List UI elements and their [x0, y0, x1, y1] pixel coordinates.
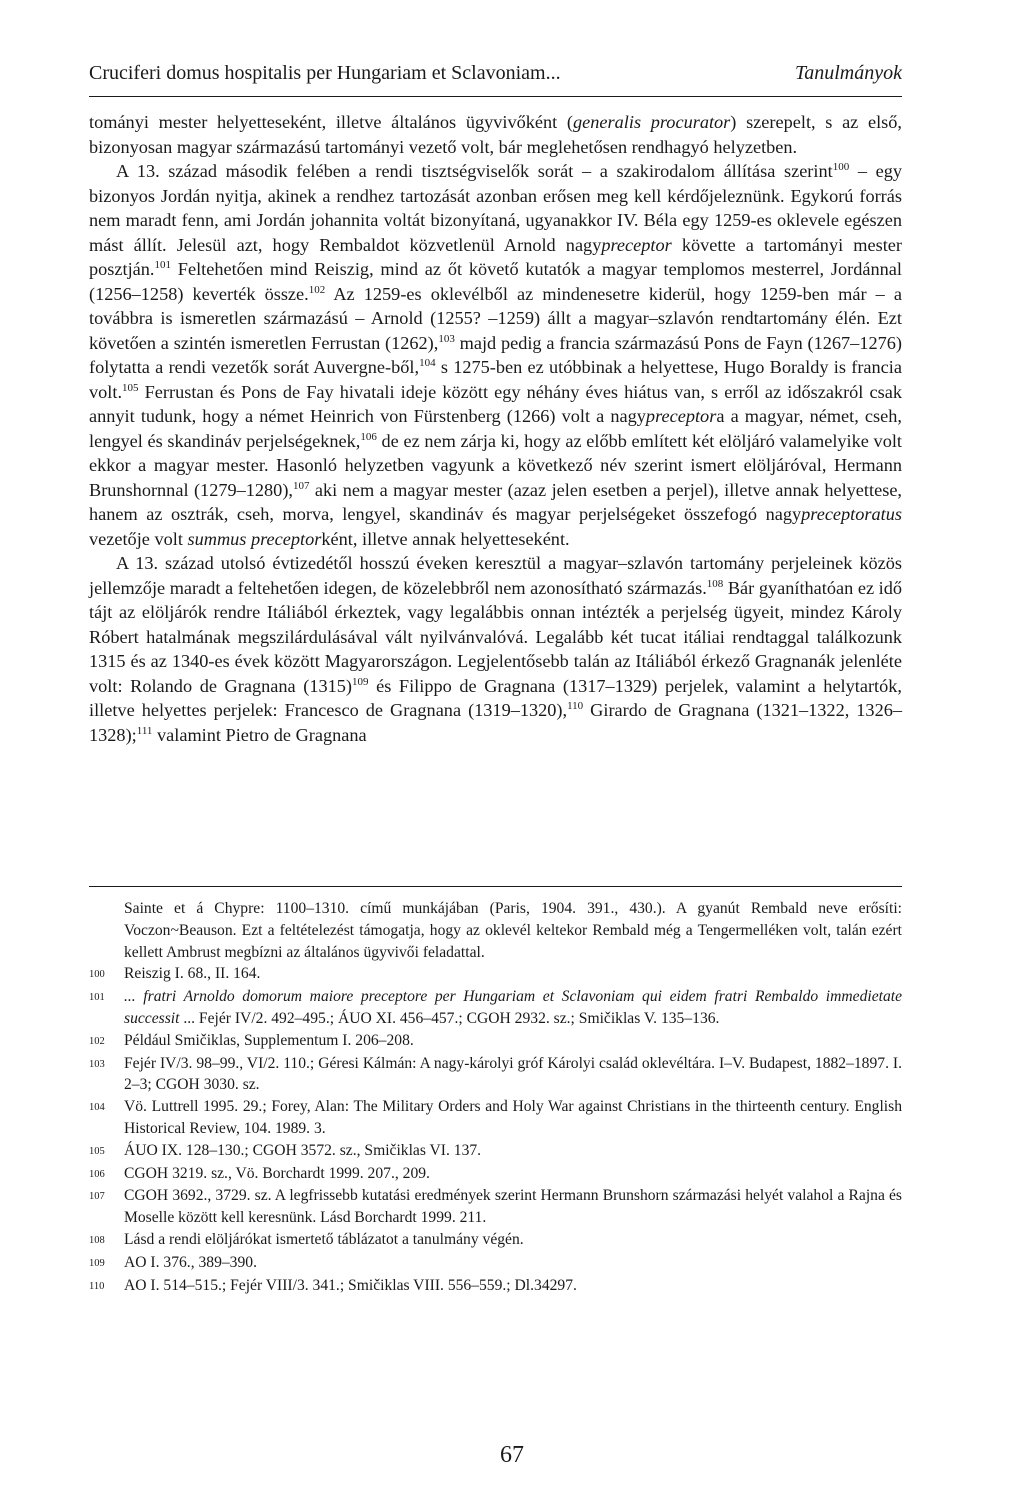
footnote-text: ÁUO IX. 128–130.; CGOH 3572. sz., Smičiklas VI. 137.	[124, 1141, 482, 1159]
text: – egy bizonyos Jordán nyitja, akinek a rendhez tartozását azonban erősen meg kell kérdőjeleznünk. Egykorú forrás nem maradt fenn, ami Jordán johannita voltát bizonyítaná, ugyanakkor IV. Béla egy 1259-es oklevele egészen mást állít. Jelesül azt, hogy Rembaldot közvetlenül Arnold nagy	[89, 161, 902, 255]
text: aki nem a magyar mester (azaz jelen esetben a perjel), illetve annak helyettese, hanem az osztrák, cseh, morva, lengyel, skandináv és magyar perjelségeket összefogó nagy	[89, 479, 902, 524]
footnote-104	[89, 1096, 902, 1140]
footnote-ref-102[interactable]: 102	[308, 283, 326, 296]
footnote-number: 102	[89, 1035, 105, 1047]
text: ... Fejér IV/2. 492–495.; ÁUO XI. 456–457.; CGOH 2932. sz.; Smičiklas V. 135–136.	[179, 1009, 720, 1027]
footnote-number: 108	[89, 1234, 105, 1246]
footnote-number: 109	[89, 1257, 105, 1269]
footnote-number: 104	[89, 1102, 105, 1114]
footnote-ref-111[interactable]: 111	[136, 724, 153, 737]
footnote-105	[89, 1140, 902, 1163]
paragraph-2	[89, 159, 902, 551]
footnote-number: 105	[89, 1145, 105, 1157]
text: tományi mester helyetteseként, illetve általános ügyvivőként (	[89, 112, 574, 132]
text: vezetője volt	[89, 528, 188, 549]
running-head-section: Tanulmányok	[794, 62, 902, 84]
text: s 1275-ben ez utóbbinak a helyettese, Hugo Boraldy is francia volt.	[89, 357, 902, 402]
footnote-number: 100	[89, 969, 105, 981]
footnote-ref-100[interactable]: 100	[832, 161, 850, 173]
text: A 13. század második felében a rendi tisztségviselők sorát – a szakirodalom állítása szerint	[116, 161, 833, 181]
footnote-text: Sainte et á Chypre: 1100–1310. című munkájában (Paris, 1904. 391., 430.). A gyanút Rembald neve erősíti: Voczon~Beauson. Ezt a feltételezést támogatja, hogy az oklevél keltekor Rembald még a Tengermelléken volt, talán ezért kellett Ambrust megbízni az általános ügyvivői feladattal.	[124, 900, 902, 961]
footnote-text: AO I. 376., 389–390.	[124, 1253, 257, 1271]
header-rule	[89, 96, 902, 97]
text: Bár gyaníthatóan ez idő tájt az elöljárók rendre Itáliából érkeztek, vagy legalábbis onnan intézték a perjelség ügyeit, mindez Károly Róbert hatalmának megszilárdulásával vált nyilvánvalóvá. Legalább két tucat itáliai rendtaggal találkozunk 1315 és az 1340-es évek között Magyarországon. Legjelentősebb talán az Itáliából érkező Gragnanák jelenléte volt: Rolando de Gragnana (1315)	[89, 577, 902, 696]
text: Feltehetően mind Reiszig, mind az őt követő kutatók a magyar templomos mesterrel, Jordánnal (1256–1258) keverték össze.	[89, 259, 902, 304]
text: és Filippo de Gragnana (1317–1329) perjelek, valamint a helytartók, illetve helyettes perjelek: Francesco de Gragnana (1319–1320),	[89, 675, 902, 720]
footnote-ref-105[interactable]: 105	[122, 381, 139, 394]
footnote-ref-110[interactable]: 110	[567, 700, 584, 712]
footnote-ref-108[interactable]: 108	[706, 577, 724, 590]
footnote-110	[89, 1275, 902, 1298]
footnote-text: Fejér IV/3. 98–99., VI/2. 110.; Géresi Kálmán: A nagy-károlyi gróf Károlyi család oklevéltára. I–V. Budapest, 1882–1897. I. 2–3; CGOH 3030. sz.	[124, 1054, 902, 1094]
footnote-text: Például Smičiklas, Supplementum I. 206–208.	[124, 1031, 414, 1049]
footnote-text: Lásd a rendi elöljárókat ismertető táblázatot a tanulmány végén.	[124, 1230, 524, 1248]
text: Az 1259-es oklevélből az mindenesetre kiderül, hogy 1259-ben már – a továbbra is ismeretlen származású – Arnold (1255? –1259) állt a magyar–szlavón rendtartomány élén. Ezt követően a szintén ismeretlen Ferrustan (1262),	[89, 283, 903, 353]
text: de ez nem zárja ki, hogy az előbb említett két elöljáró valamelyike volt ekkor a magyar mester. Hasonló helyzetben vagyunk a következő név szerint ismert elöljáróval, Hermann Brunshornnal (1279–1280),	[89, 430, 902, 500]
footnote-text: Vö. Luttrell 1995. 29.; Forey, Alan: The Military Orders and Holy War against Christians in the thirteenth century. English Historical Review, 104. 1989. 3.	[124, 1098, 902, 1137]
footnote-ref-109[interactable]: 109	[351, 675, 369, 688]
footnote-text: CGOH 3219. sz., Vö. Borchardt 1999. 207., 209.	[124, 1164, 430, 1182]
footnote-100	[89, 963, 902, 986]
footnotes	[89, 898, 902, 1297]
footnote-number: 107	[89, 1191, 105, 1203]
footnote-number: 101	[89, 992, 105, 1004]
italic-text: summus preceptor	[187, 528, 322, 549]
footnote-108	[89, 1229, 902, 1252]
text: ) szerepelt, s az első, bizonyosan magyar származású tartományi vezető volt, bár meglehetősen rendhagyó helyzetben.	[89, 112, 902, 157]
footnote-ref-103[interactable]: 103	[438, 332, 455, 345]
paragraph-1	[89, 110, 902, 159]
footnote-text	[124, 986, 902, 1030]
text: majd pedig a francia származású Pons de Fayn (1267–1276) folytatta a rendi vezetők sorát Auvergne-ből,	[89, 332, 902, 377]
footnote-continuation	[89, 898, 902, 963]
text: A 13. század utolsó évtizedétől hosszú éveken keresztül a magyar–szlavón tartomány perjeleinek közös jellemzője maradt a feltehetően idegen, de közelebbről nem azonosítható származás.	[89, 553, 902, 598]
running-head-title: Cruciferi domus hospitalis per Hungariam et Sclavoniam...	[89, 62, 561, 84]
italic-text: preceptor	[645, 406, 717, 426]
page-number: 67	[500, 1442, 524, 1468]
footnote-102	[89, 1030, 902, 1053]
text: a a magyar, német, cseh, lengyel és skandináv perjelségeknek,	[89, 406, 902, 451]
paragraph-3	[89, 551, 902, 747]
text: követte a tartományi mester posztján.	[89, 234, 902, 279]
footnote-ref-101[interactable]: 101	[154, 259, 171, 271]
body-text	[89, 110, 902, 747]
footnote-ref-107[interactable]: 107	[292, 479, 310, 492]
footnote-text: Reiszig I. 68., II. 164.	[124, 965, 261, 983]
text: valamint Pietro de Gragnana	[152, 724, 367, 745]
italic-text: preceptoratus	[801, 504, 902, 524]
footnote-ref-104[interactable]: 104	[419, 357, 436, 369]
italic-text: generalis procurator	[573, 112, 731, 132]
footnote-number: 106	[89, 1168, 105, 1180]
footnote-rule	[89, 886, 902, 887]
footnote-106	[89, 1163, 902, 1186]
footnote-number: 110	[89, 1280, 105, 1292]
italic-text: ... fratri Arnoldo domorum maiore preceptore per Hungariam et Sclavoniam qui eidem fratri Rembaldo immedietate successit	[124, 988, 902, 1027]
running-head	[89, 62, 902, 85]
footnote-ref-106[interactable]: 106	[360, 430, 377, 443]
text: ként, illetve annak helyetteseként.	[321, 528, 570, 549]
footnote-101	[89, 986, 902, 1030]
footnote-text: AO I. 514–515.; Fejér VIII/3. 341.; Smičiklas VIII. 556–559.; Dl.34297.	[124, 1276, 577, 1294]
footnote-109	[89, 1252, 902, 1275]
italic-text: preceptor	[601, 234, 672, 255]
footnote-text: CGOH 3692., 3729. sz. A legfrissebb kutatási eredmények szerint Hermann Brunshorn származási helyét valahol a Rajna és Moselle között kell keresnünk. Lásd Borchardt 1999. 211.	[124, 1187, 902, 1227]
footnote-103	[89, 1053, 902, 1097]
text: Girardo de Gragnana (1321–1322, 1326–1328);	[89, 700, 902, 745]
footnote-number: 103	[89, 1058, 105, 1070]
footnote-107	[89, 1185, 902, 1229]
text: Ferrustan és Pons de Fay hivatali ideje között egy néhány éves hiátus van, s erről az időszakról csak annyit tudunk, hogy a német Heinrich von Fürstenberg (1266) volt a nagy	[89, 381, 902, 426]
